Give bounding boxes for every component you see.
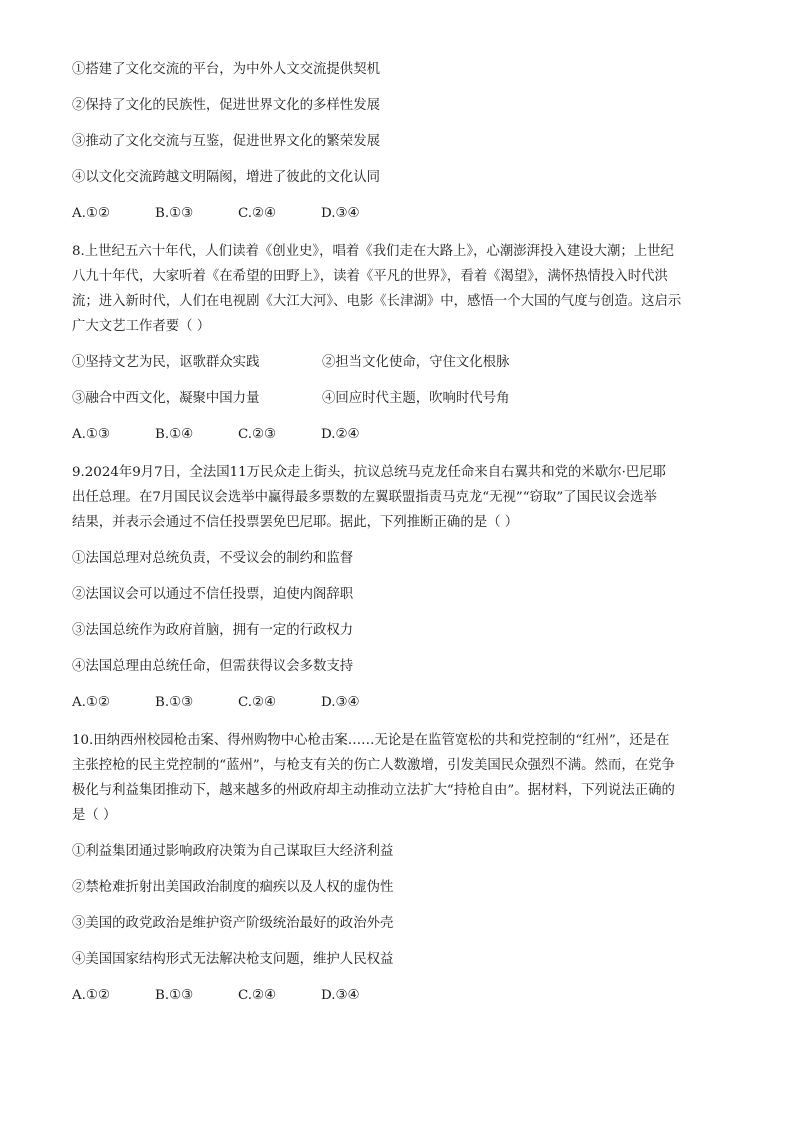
q9-option-1: ①法国总理对总统负责，不受议会的制约和监督 bbox=[72, 551, 354, 566]
q10-stem-line: 极化与利益集团推动下，越来越多的州政府却主动推动立法扩大“持枪自由”。据材料，下列说法正确的 bbox=[72, 783, 675, 798]
q10-stem-line: 是（ ） bbox=[72, 808, 117, 823]
q10-option-1: ①利益集团通过影响政府决策为自己谋取巨大经济利益 bbox=[72, 844, 394, 859]
q9-choice-a[interactable]: A.①② bbox=[72, 695, 110, 710]
q8-stem-line: 流；进入新时代，人们在电视剧《大江大河》、电影《长津湖》中，感悟一个大国的气度与创造。这启示 bbox=[72, 294, 682, 309]
q7-option-3: ③推动了文化交流与互鉴，促进世界文化的繁荣发展 bbox=[72, 134, 380, 149]
q8-options-row-1 bbox=[72, 351, 722, 374]
q9-choice-d[interactable]: D.③④ bbox=[321, 695, 360, 710]
q9-stem-line: 结果，并表示会通过不信任投票罢免巴尼耶。据此，下列推断正确的是（ ） bbox=[72, 515, 519, 530]
q9-stem bbox=[72, 461, 722, 534]
q9-choices bbox=[72, 691, 722, 714]
q10-stem-line: 主张控枪的民主党控制的“蓝州”，与枪支有关的伤亡人数激增，引发美国民众强烈不满。然而，在党争 bbox=[72, 758, 675, 773]
q8-choice-c[interactable]: C.②③ bbox=[238, 427, 277, 442]
q10-stem-line: 10.田纳西州校园枪击案、得州购物中心枪击案……无论是在监管宽松的共和党控制的“红州”，还是在 bbox=[72, 733, 670, 748]
q8-stem bbox=[72, 240, 722, 338]
q7-choices bbox=[72, 202, 722, 225]
q8-options-row-2 bbox=[72, 387, 722, 410]
q10-choice-b[interactable]: B.①③ bbox=[155, 988, 194, 1003]
exam-page bbox=[72, 58, 722, 1022]
q9-stem-line: 9.2024年9月7日，全法国11万民众走上街头，抗议总统马克龙任命来自右翼共和党的米歇尔·巴尼耶 bbox=[72, 465, 667, 480]
q9-choice-c[interactable]: C.②④ bbox=[238, 695, 277, 710]
q8-option-1: ①坚持文艺为民，讴歌群众实践 bbox=[72, 355, 260, 370]
q8-option-2: ②担当文化使命，守住文化根脉 bbox=[322, 355, 510, 370]
q7-option-1: ①搭建了文化交流的平台，为中外人文交流提供契机 bbox=[72, 62, 380, 77]
q10-option-3: ③美国的政党政治是维护资产阶级统治最好的政治外壳 bbox=[72, 916, 394, 931]
q10-option-4: ④美国国家结构形式无法解决枪支问题，维护人民权益 bbox=[72, 952, 394, 967]
q9-options bbox=[72, 547, 722, 678]
q8-stem-line: 八九十年代，大家听着《在希望的田野上》，读着《平凡的世界》，看着《渴望》，满怀热情投入时代洪 bbox=[72, 269, 668, 284]
q9-stem-line: 出任总理。在7月国民议会选举中赢得最多票数的左翼联盟指责马克龙“无视”“窃取”了国民议会选举 bbox=[72, 490, 657, 505]
q8-choice-d[interactable]: D.②④ bbox=[321, 427, 360, 442]
q10-option-2: ②禁枪难折射出美国政治制度的痼疾以及人权的虚伪性 bbox=[72, 880, 394, 895]
q9-choice-b[interactable]: B.①③ bbox=[155, 695, 194, 710]
q10-options bbox=[72, 840, 722, 971]
q8-stem-line: 8.上世纪五六十年代，人们读着《创业史》，唱着《我们走在大路上》，心潮澎湃投入建设大潮；上世纪 bbox=[72, 244, 674, 259]
q7-options bbox=[72, 58, 722, 189]
q9-option-3: ③法国总统作为政府首脑，拥有一定的行政权力 bbox=[72, 623, 354, 638]
q9-option-2: ②法国议会可以通过不信任投票，迫使内阁辞职 bbox=[72, 587, 354, 602]
q7-choice-c[interactable]: C.②④ bbox=[238, 206, 277, 221]
q10-choices bbox=[72, 984, 722, 1007]
q8-choice-a[interactable]: A.①③ bbox=[72, 427, 110, 442]
q10-choice-a[interactable]: A.①② bbox=[72, 988, 110, 1003]
q9-option-4: ④法国总理由总统任命，但需获得议会多数支持 bbox=[72, 659, 354, 674]
q10-choice-c[interactable]: C.②④ bbox=[238, 988, 277, 1003]
q7-option-4: ④以文化交流跨越文明隔阂，增进了彼此的文化认同 bbox=[72, 170, 380, 185]
q8-choice-b[interactable]: B.①④ bbox=[155, 427, 194, 442]
q8-stem-line: 广大文艺工作者要（ ） bbox=[72, 319, 211, 334]
q10-choice-d[interactable]: D.③④ bbox=[321, 988, 360, 1003]
q10-stem bbox=[72, 729, 722, 827]
q7-option-2: ②保持了文化的民族性，促进世界文化的多样性发展 bbox=[72, 98, 380, 113]
q7-choice-d[interactable]: D.③④ bbox=[321, 206, 360, 221]
q7-choice-b[interactable]: B.①③ bbox=[155, 206, 194, 221]
q8-option-4: ④回应时代主题，吹响时代号角 bbox=[322, 391, 510, 406]
q8-option-3: ③融合中西文化，凝聚中国力量 bbox=[72, 391, 260, 406]
q7-choice-a[interactable]: A.①② bbox=[72, 206, 110, 221]
q8-choices bbox=[72, 423, 722, 446]
